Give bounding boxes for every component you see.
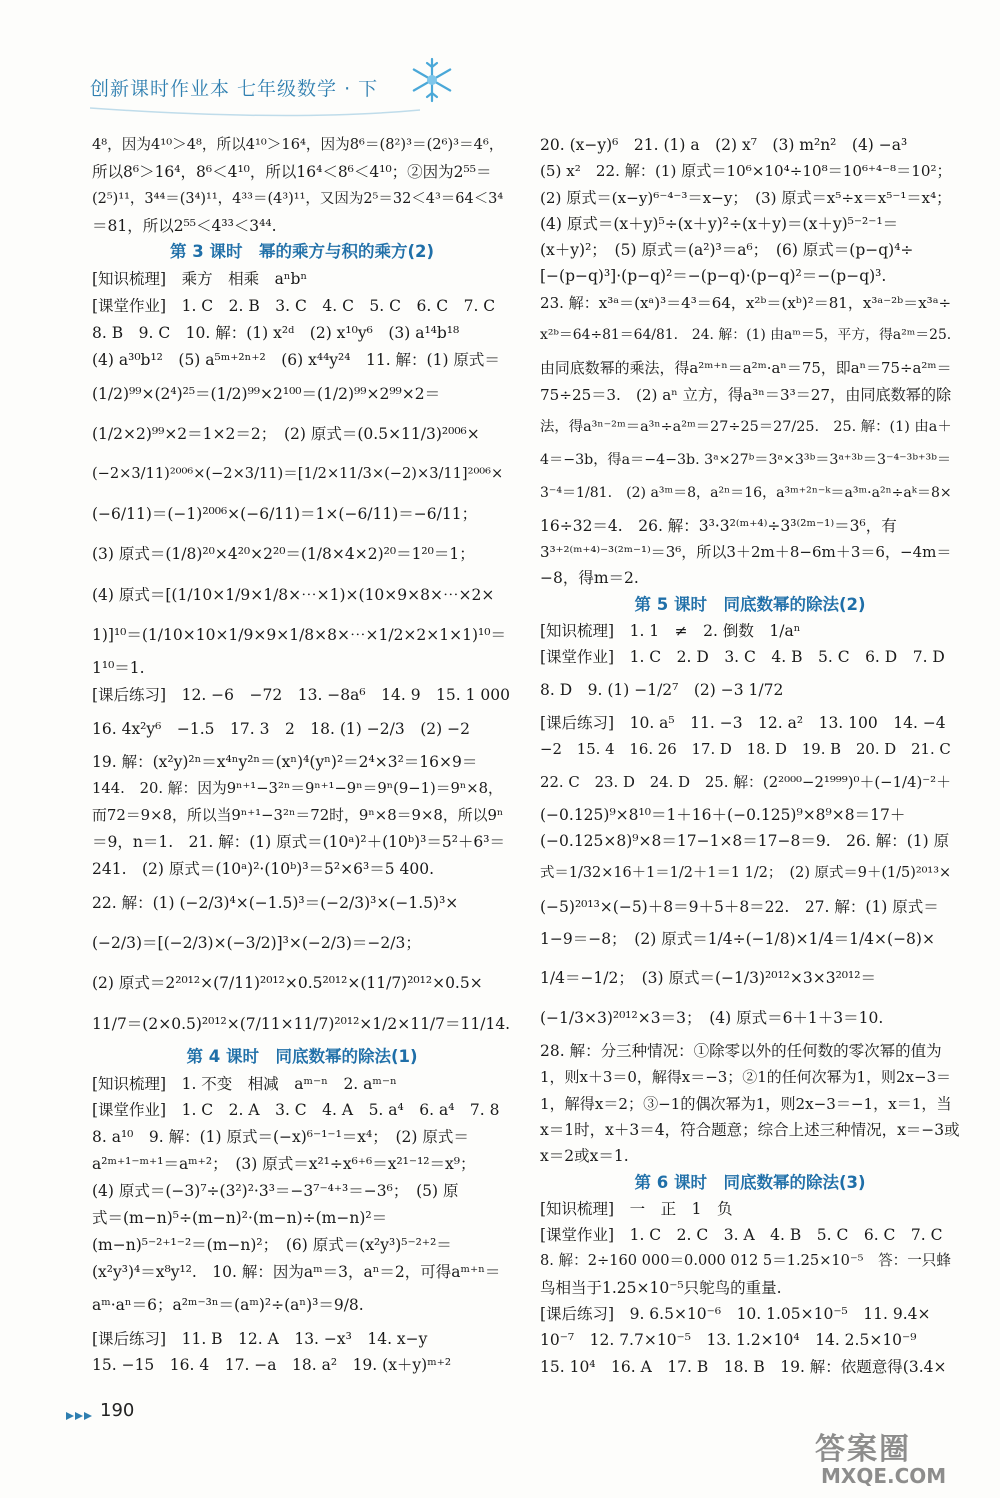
watermark-logo: [815, 1380, 985, 1490]
answer-line: 241. (2) 原式＝(10ᵃ)²·(10ᵇ)³＝5²×6³＝5 400.: [92, 860, 434, 879]
answer-line: 3⁻⁴＝1/81. (2) a³ᵐ＝8，a²ⁿ＝16，a³ᵐ⁺²ⁿ⁻ᵏ＝a³ᵐ·a²ⁿ÷aᵏ＝8×: [540, 484, 952, 501]
section-title: 第 4 课时 同底数幂的除法(1): [186, 1046, 418, 1066]
answer-line: (5) x² 22. 解：(1) 原式＝10⁶×10⁴÷10⁸＝10⁶⁺⁴⁻⁸＝10²；: [540, 162, 952, 181]
answer-line: 而72＝9×8，所以当9ⁿ⁺¹−3²ⁿ＝72时，9ⁿ×8＝9×8，所以9ⁿ: [92, 806, 504, 825]
answer-line: 20. (x−y)⁶ 21. (1) a (2) x⁷ (3) m²n² (4) −a³: [540, 136, 908, 154]
answer-line: aᵐ·aⁿ＝6；a²ᵐ⁻³ⁿ＝(aᵐ)²÷(aⁿ)³＝9/8.: [92, 1296, 364, 1315]
answer-line: (3) 原式＝(1/8)²⁰×4²⁰×2²⁰＝(1/8×4×2)²⁰＝1²⁰＝1；: [92, 545, 475, 564]
answer-line: 16. 4x²y⁶ −1.5 17. 3 2 18. (1) −2/3 (2) −2: [92, 719, 470, 738]
answer-line: 15. 10⁴ 16. A 17. B 18. B 19. 解：依题意得(3.4×: [540, 1357, 947, 1376]
section-title: 第 5 课时 同底数幂的除法(2): [634, 594, 866, 614]
snowflake-icon: [408, 56, 456, 104]
answer-line: (4) 原式＝[(1/10×1/9×1/8×⋯×1)×(10×9×8×⋯×2×: [92, 585, 495, 604]
right-column: [540, 132, 960, 1380]
left-column: [92, 132, 512, 1379]
section-title: 第 6 课时 同底数幂的除法(3): [634, 1172, 866, 1192]
answer-line: [知识梳理] 一 正 1 负: [540, 1199, 733, 1218]
answer-line: 式＝(m−n)⁵÷(m−n)²·(m−n)÷(m−n)²＝: [92, 1208, 388, 1227]
answer-line: [知识梳理] 1. 不变 相减 aᵐ⁻ⁿ 2. aᵐ⁻ⁿ: [92, 1074, 397, 1093]
answer-line: 10⁻⁷ 12. 7.7×10⁻⁵ 13. 1.2×10⁴ 14. 2.5×10⁻⁹: [540, 1331, 917, 1350]
answer-line: (2) 原式＝(x−y)⁶⁻⁴⁻³＝x−y； (3) 原式＝x⁵÷x＝x⁵⁻¹＝x⁴；: [540, 188, 952, 207]
page-number: 190: [100, 1400, 135, 1421]
answer-line: 22. 解：(1) (−2/3)⁴×(−1.5)³＝(−2/3)³×(−1.5)³×: [92, 894, 459, 912]
answer-line: 144. 20. 解：因为9ⁿ⁺¹−3²ⁿ＝9ⁿ⁺¹−9ⁿ＝9ⁿ(9−1)＝9ⁿ×8，: [92, 779, 503, 797]
answer-line: (−1/3×3)²⁰¹²×3＝3； (4) 原式＝6＋1＋3＝10.: [540, 1008, 884, 1027]
answer-line: ＝81，所以2⁵⁵＜4³³＜3⁴⁴.: [92, 216, 277, 235]
answer-line: 所以8⁶＞16⁴，8⁶＜4¹⁰，所以16⁴＜8⁶＜4¹⁰；②因为2⁵⁵＝: [92, 162, 492, 181]
answer-line: 23. 解：x³ᵃ＝(xᵃ)³＝4³＝64，x²ᵇ＝(xᵇ)²＝81，x³ᵃ⁻²ᵇ＝x³ᵃ÷: [540, 293, 952, 312]
section-title: 第 3 课时 幂的乘方与积的乘方(2): [169, 242, 435, 262]
answer-line: 1)]¹⁰＝(1/10×10×1/9×9×1/8×8×⋯×1/2×2×1×1)¹⁰＝: [92, 625, 506, 644]
answer-line: 19. 解：(x²y)²ⁿ＝x⁴ⁿy²ⁿ＝(xⁿ)⁴(yⁿ)²＝2⁴×3²＝16×9＝: [92, 752, 478, 771]
answer-line: −8，得m＝2.: [540, 569, 639, 588]
page-arrow-icon: [66, 1410, 96, 1422]
answer-line: 11/7＝(2×0.5)²⁰¹²×(7/11×11/7)²⁰¹²×1/2×11/7＝11/14.: [92, 1014, 511, 1033]
answer-line: ＝9，n＝1. 21. 解：(1) 原式＝(10ᵃ)²＋(10ᵇ)³＝5²＋6³＝: [92, 833, 505, 852]
answer-line: 3³⁺²⁽ᵐ⁺⁴⁾⁻³⁽²ᵐ⁻¹⁾＝3⁶，所以3＋2m＋8−6m＋3＝6，−4m＝: [540, 543, 952, 562]
answer-line: [知识梳理] 1. 1 ≠ 2. 倒数 1/aⁿ: [540, 622, 801, 641]
answer-line: 1/4＝−1/2； (3) 原式＝(−1/3)²⁰¹²×3×3²⁰¹²＝: [540, 969, 876, 988]
answer-line: [课堂作业] 1. C 2. C 3. A 4. B 5. C 6. C 7. C: [540, 1226, 943, 1245]
answer-line: [课堂作业] 1. C 2. B 3. C 4. C 5. C 6. C 7. C: [92, 297, 496, 316]
answer-line: (−2/3)＝[(−2/3)×(−3/2)]³×(−2/3)＝−2/3；: [92, 934, 421, 953]
answer-line: (2) 原式＝2²⁰¹²×(7/11)²⁰¹²×0.5²⁰¹²×(11/7)²⁰¹²×0.5×: [92, 974, 483, 993]
answer-line: [知识梳理] 乘方 相乘 aⁿbⁿ: [92, 270, 308, 289]
answer-line: (−0.125)⁹×8¹⁰＝1＋16＋(−0.125)⁹×8⁹×8＝17＋: [540, 805, 906, 824]
answer-line: (−2×3/11)²⁰⁰⁶×(−2×3/11)＝[1/2×11/3×(−2)×3/11]²⁰⁰⁶×: [92, 464, 504, 482]
answer-line: (x＋y)²； (5) 原式＝(a²)³＝a⁶； (6) 原式＝(p−q)⁴÷: [540, 241, 914, 260]
answer-line: (4) 原式＝(−3)⁷÷(3²)²·3³＝−3⁷⁻⁴⁺³＝−3⁶； (5) 原: [92, 1181, 459, 1200]
answer-line: 由同底数幂的乘法，得a²ᵐ⁺ⁿ＝a²ᵐ·aⁿ＝75，即aⁿ＝75÷a²ᵐ＝: [540, 359, 952, 378]
answer-line: (4) a³⁰b¹² (5) a⁵ᵐ⁺²ⁿ⁺² (6) x⁴⁴y²⁴ 11. 解：(1) 原式＝: [92, 350, 500, 369]
answer-line: 4⁸，因为4¹⁰＞4⁸，所以4¹⁰＞16⁴，因为8⁶＝(8²)³＝(2⁶)³＝4⁶，: [92, 136, 504, 153]
header-title: 创新课时作业本 七年级数学 · 下: [90, 78, 379, 100]
answer-line: 28. 解：分三种情况：①除零以外的任何数的零次幂的值为: [540, 1042, 942, 1061]
answer-line: 22. C 23. D 24. D 25. 解：(2²⁰⁰⁰−2¹⁹⁹⁹)⁰＋(−1/4)⁻²＋: [540, 772, 951, 791]
watermark-text: 答案圈: [815, 1432, 911, 1467]
answer-line: 15. −15 16. 4 17. −a 18. a² 19. (x＋y)ᵐ⁺²: [92, 1356, 452, 1375]
answer-line: 8. B 9. C 10. 解：(1) x²ᵈ (2) x¹⁰y⁶ (3) a¹⁴b¹⁸: [92, 323, 460, 342]
answer-line: (1/2×2)⁹⁹×2＝1×2＝2； (2) 原式＝(0.5×11/3)²⁰⁰⁶×: [92, 424, 480, 443]
answer-line: [课后练习] 11. B 12. A 13. −x³ 14. x−y: [92, 1329, 428, 1348]
answer-line: (2⁵)¹¹，3⁴⁴＝(3⁴)¹¹，4³³＝(4³)¹¹，又因为2⁵＝32＜4³＝64＜3⁴: [92, 190, 504, 207]
answer-line: (4) 原式＝(x＋y)⁵÷(x＋y)²÷(x＋y)＝(x＋y)⁵⁻²⁻¹＝: [540, 214, 899, 233]
watermark-url: MXQE.COM: [821, 1464, 947, 1488]
header-swoosh: [90, 102, 510, 122]
answer-line: 16÷32＝4. 26. 解：3³·3²⁽ᵐ⁺⁴⁾÷3³⁽²ᵐ⁻¹⁾＝3⁶，有: [540, 516, 897, 535]
answer-line: x＝2或x＝1.: [540, 1147, 629, 1166]
answer-line: (−6/11)＝(−1)²⁰⁰⁶×(−6/11)＝1×(−6/11)＝−6/11；: [92, 505, 478, 524]
answer-line: (−5)²⁰¹³×(−5)＋8＝9＋5＋8＝22. 27. 解：(1) 原式＝: [540, 897, 939, 916]
answer-line: 1，则x＋3＝0，解得x＝−3；②1的任何次幂为1，则2x−3＝: [540, 1068, 952, 1087]
answer-line: (1/2)⁹⁹×(2⁴)²⁵＝(1/2)⁹⁹×2¹⁰⁰＝(1/2)⁹⁹×2⁹⁹×2＝: [92, 384, 441, 403]
answer-line: 8. a¹⁰ 9. 解：(1) 原式＝(−x)⁶⁻¹⁻¹＝x⁴； (2) 原式＝: [92, 1128, 469, 1147]
answer-line: −2 15. 4 16. 26 17. D 18. D 19. B 20. D 21. C: [540, 740, 951, 759]
answer-line: [课后练习] 9. 6.5×10⁻⁶ 10. 1.05×10⁻⁵ 11. 9.4×: [540, 1304, 931, 1323]
answer-line: [−(p−q)³]·(p−q)²＝−(p−q)·(p−q)²＝−(p−q)³.: [540, 267, 887, 286]
answer-line: (x²y³)⁴＝x⁸y¹². 10. 解：因为aᵐ＝3，aⁿ＝2，可得aᵐ⁺ⁿ＝: [92, 1262, 501, 1281]
page-header: [90, 62, 510, 122]
answer-line: 鸟相当于1.25×10⁻⁵只鸵鸟的重量.: [540, 1278, 782, 1297]
answer-line: 8. 解：2÷160 000＝0.000 012 5＝1.25×10⁻⁵ 答：一只蜂: [540, 1252, 951, 1270]
answer-line: [课堂作业] 1. C 2. D 3. C 4. B 5. C 6. D 7. D: [540, 648, 945, 667]
answer-line: [课后练习] 10. a⁵ 11. −3 12. a² 13. 100 14. −4: [540, 713, 946, 732]
answer-line: 式＝1/32×16＋1＝1/2＋1＝1 1/2； (2) 原式＝9＋(1/5)²⁰¹³×: [540, 865, 952, 882]
answer-line: (−0.125×8)⁹×8＝17−1×8＝17−8＝9. 26. 解：(1) 原: [540, 832, 950, 851]
answer-line: [课后练习] 12. −6 −72 13. −8a⁶ 14. 9 15. 1 000: [92, 685, 511, 704]
answer-line: 1，解得x＝2；③−1的偶次幂为1，则2x−3＝−1，x＝1，当: [540, 1094, 952, 1113]
answer-line: x²ᵇ＝64÷81＝64/81. 24. 解：(1) 由aᵐ＝5，平方，得a²ᵐ＝25.: [540, 326, 952, 343]
answer-line: 75÷25＝3. (2) aⁿ 立方，得a³ⁿ＝3³＝27，由同底数幂的除: [540, 385, 952, 404]
answer-line: (m−n)⁵⁻²⁺¹⁻²＝(m−n)²； (6) 原式＝(x²y³)⁵⁻²⁺²＝: [92, 1235, 452, 1254]
answer-line: 4＝−3b，得a＝−4−3b. 3ᵃ×27ᵇ＝3ᵃ×3³ᵇ＝3ᵃ⁺³ᵇ＝3⁻⁴⁻³ᵇ⁺³ᵇ＝: [540, 452, 952, 469]
answer-line: [课堂作业] 1. C 2. A 3. C 4. A 5. a⁴ 6. a⁴ 7. 8: [92, 1101, 500, 1120]
answer-line: 1¹⁰＝1.: [92, 658, 145, 677]
answer-line: a²ᵐ⁺¹⁻ᵐ⁺¹＝aᵐ⁺²； (3) 原式＝x²¹÷x⁶⁺⁶＝x²¹⁻¹²＝x⁹；: [92, 1155, 476, 1174]
answer-line: 法，得a³ⁿ⁻²ᵐ＝a³ⁿ÷a²ᵐ＝27÷25＝27/25. 25. 解：(1) 由a＋: [540, 418, 952, 435]
answer-line: x＝1时，x＋3＝4，符合题意；综合上述三种情况，x＝−3或: [540, 1120, 960, 1139]
answer-line: 1−9＝−8； (2) 原式＝1/4÷(−1/8)×1/4＝1/4×(−8)×: [540, 930, 935, 949]
answer-line: 8. D 9. (1) −1/2⁷ (2) −3 1/72: [540, 680, 784, 699]
